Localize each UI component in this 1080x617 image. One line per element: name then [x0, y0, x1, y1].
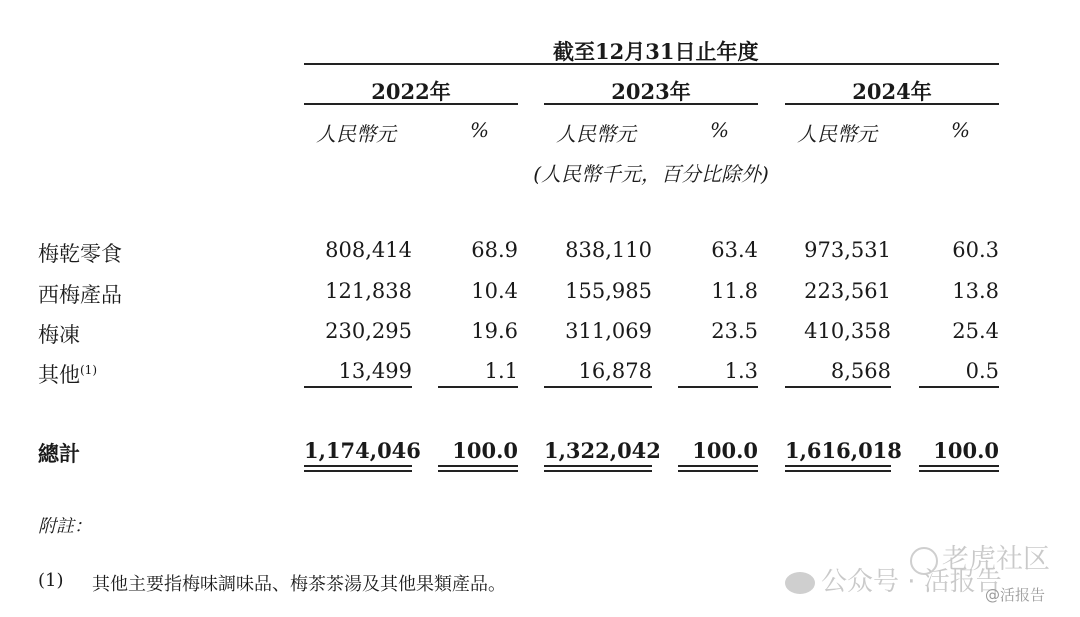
- cell: 60.3: [952, 238, 999, 262]
- total-rule: [544, 470, 652, 472]
- watermark-account: [785, 561, 1002, 598]
- cell: 11.8: [711, 279, 758, 303]
- col-amount-2023: 人民幣元: [556, 122, 636, 146]
- footnote-text: 其他主要指梅味調味品、梅茶茶湯及其他果類產品。: [92, 574, 506, 595]
- subtotal-rule: [544, 386, 652, 388]
- cell: 410,358: [804, 319, 891, 343]
- cell: 13.8: [952, 279, 999, 303]
- total-rule: [304, 465, 412, 467]
- watermark-brand-text: 老虎社区: [942, 544, 1050, 575]
- row-label-plum-jelly: 梅凍: [38, 323, 80, 347]
- cell: 68.9: [471, 238, 518, 262]
- cell: 16,878: [578, 359, 652, 383]
- row-label-others: [38, 359, 97, 389]
- unit-note: (人民幣千元，百分比除外): [533, 162, 769, 186]
- cell: 23.5: [711, 319, 758, 343]
- subtotal-rule: [785, 386, 891, 388]
- cell: 1.1: [484, 359, 518, 383]
- total-cell: 100.0: [933, 438, 999, 463]
- row-label-others-text: 其他: [38, 363, 80, 387]
- total-cell: 1,174,046: [304, 438, 421, 463]
- total-rule: [785, 465, 891, 467]
- total-rule: [438, 470, 518, 472]
- year-2022-rule: [304, 103, 518, 105]
- col-percent-2024: %: [951, 118, 971, 142]
- subtotal-rule: [304, 386, 412, 388]
- total-rule: [544, 465, 652, 467]
- cell: 13,499: [338, 359, 412, 383]
- cell: 223,561: [804, 279, 891, 303]
- total-cell: 100.0: [692, 438, 758, 463]
- year-2023-rule: [544, 103, 758, 105]
- total-cell: 100.0: [452, 438, 518, 463]
- cell: 121,838: [325, 279, 412, 303]
- col-percent-2022: %: [470, 118, 490, 142]
- cell: 25.4: [952, 319, 999, 343]
- footnote-marker: (1): [38, 570, 64, 591]
- total-rule: [304, 470, 412, 472]
- watermark-handle: @活报告: [985, 586, 1046, 604]
- cell: 973,531: [804, 238, 891, 262]
- col-amount-2024: 人民幣元: [797, 122, 877, 146]
- year-2023-header: 2023年: [611, 79, 691, 104]
- total-cell: 1,322,042: [544, 438, 661, 463]
- cell: 19.6: [471, 319, 518, 343]
- cell: 808,414: [325, 238, 412, 262]
- row-label-total: 總計: [38, 441, 80, 466]
- cell: 8,568: [830, 359, 891, 383]
- cell: 1.3: [724, 359, 758, 383]
- period-rule: [304, 63, 999, 65]
- total-rule: [919, 465, 999, 467]
- wechat-icon: [785, 572, 815, 594]
- footnote-ref: (1): [80, 363, 97, 377]
- subtotal-rule: [919, 386, 999, 388]
- total-cell: 1,616,018: [785, 438, 902, 463]
- total-rule: [678, 465, 758, 467]
- total-rule: [678, 470, 758, 472]
- cell: 155,985: [565, 279, 652, 303]
- cell: 63.4: [711, 238, 758, 262]
- cell: 10.4: [471, 279, 518, 303]
- col-amount-2022: 人民幣元: [316, 122, 396, 146]
- period-header: 截至12月31日止年度: [553, 39, 759, 64]
- total-rule: [919, 470, 999, 472]
- subtotal-rule: [678, 386, 758, 388]
- cell: 838,110: [565, 238, 652, 262]
- row-label-dried-plum-snacks: 梅乾零食: [38, 242, 122, 266]
- total-rule: [438, 465, 518, 467]
- watermark-account-text: 公众号 · 活报告: [821, 567, 1002, 597]
- footnote-heading: 附註：: [38, 516, 92, 537]
- col-percent-2023: %: [710, 118, 730, 142]
- cell: 0.5: [965, 359, 999, 383]
- subtotal-rule: [438, 386, 518, 388]
- cell: 311,069: [565, 319, 652, 343]
- cell: 230,295: [325, 319, 412, 343]
- row-label-prune-products: 西梅產品: [38, 283, 122, 307]
- year-2022-header: 2022年: [371, 79, 451, 104]
- year-2024-header: 2024年: [852, 79, 932, 104]
- total-rule: [785, 470, 891, 472]
- year-2024-rule: [785, 103, 999, 105]
